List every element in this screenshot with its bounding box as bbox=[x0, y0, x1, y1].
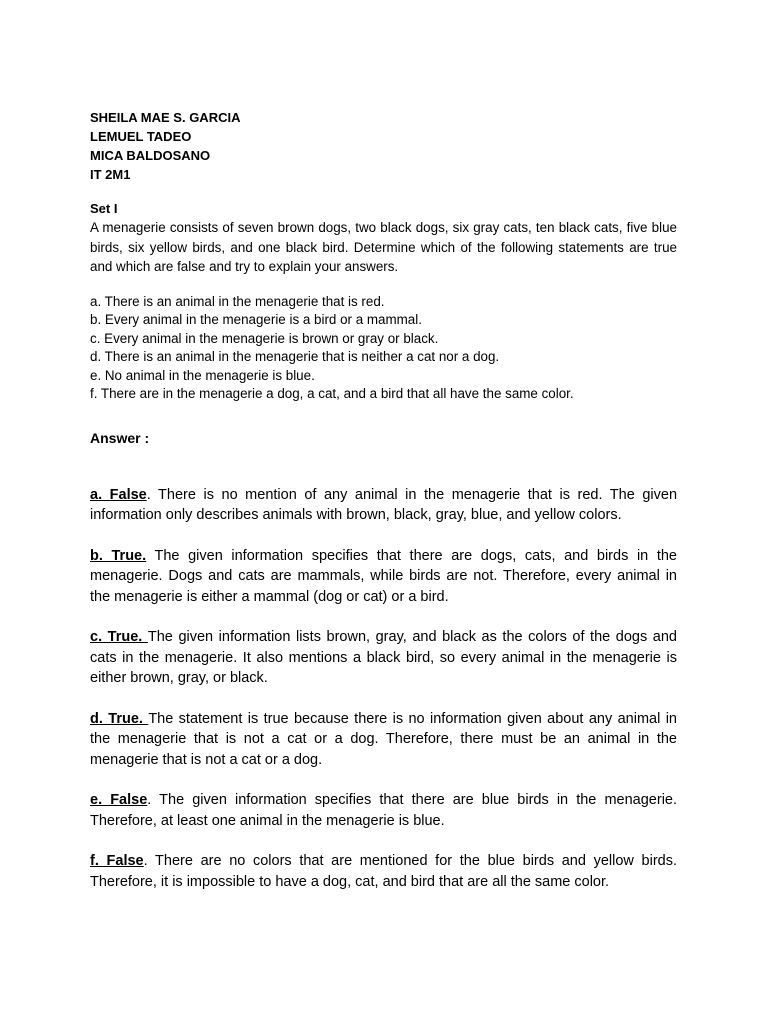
answer-verdict: f. False bbox=[90, 853, 144, 869]
statement-item: e. No animal in the menagerie is blue. bbox=[90, 367, 315, 383]
document-page bbox=[90, 108, 677, 912]
answer-paragraph bbox=[90, 546, 677, 608]
set-title: Set I bbox=[90, 201, 118, 216]
statement-list bbox=[90, 293, 677, 404]
statement-item: a. There is an animal in the menagerie that is red. bbox=[90, 293, 385, 309]
answer-verdict: d. True. bbox=[90, 710, 149, 727]
author-name: MICA BALDOSANO bbox=[90, 148, 211, 163]
section-code: IT 2M1 bbox=[90, 167, 131, 182]
answer-paragraph bbox=[90, 709, 677, 771]
author-block bbox=[90, 108, 677, 184]
answer-verdict: c. True. bbox=[90, 629, 148, 645]
problem-prompt: A menagerie consists of seven brown dogs, two black dogs, six gray cats, ten black cats, five blue birds, six yellow birds, and one black bird. Determine which of the following statements are true and which are false and try to explain your answers. bbox=[90, 220, 677, 274]
statement-item: f. There are in the menagerie a dog, a cat, and a bird that all have the same color. bbox=[90, 386, 574, 401]
answer-explanation: . The given information specifies that there are blue birds in the menagerie. Therefore, at least one animal in the menagerie is blue. bbox=[90, 792, 678, 829]
answer-paragraph bbox=[90, 790, 677, 831]
statement-item: c. Every animal in the menagerie is brown or gray or black. bbox=[90, 330, 439, 346]
answer-paragraph bbox=[90, 851, 677, 892]
answer-explanation: . There are no colors that are mentioned for the blue birds and yellow birds. Therefore, it is impossible to have a dog, cat, and bird that are all the same color. bbox=[90, 853, 678, 890]
answer-explanation: The given information specifies that there are dogs, cats, and birds in the menagerie. Dogs and cats are mammals, while birds are not. Therefore, every animal in the menagerie is either a mammal (dog or cat) or a bird. bbox=[90, 547, 677, 605]
statement-item: d. There is an animal in the menagerie that is neither a cat nor a dog. bbox=[90, 349, 500, 364]
answer-explanation: The given information lists brown, gray, and black as the colors of the dogs and cats in the menagerie. It also mentions a black bird, so every animal in the menagerie is either brown, gray, or black. bbox=[90, 629, 677, 686]
answer-verdict: a. False bbox=[90, 486, 147, 503]
statement-item: b. Every animal in the menagerie is a bird or a mammal. bbox=[90, 312, 422, 327]
answer-paragraph bbox=[90, 485, 677, 526]
answer-paragraph bbox=[90, 627, 677, 689]
answer-verdict: e. False bbox=[90, 792, 148, 808]
answer-heading: Answer : bbox=[90, 429, 150, 446]
author-name: SHEILA MAE S. GARCIA bbox=[90, 110, 241, 125]
answer-explanation: . There is no mention of any animal in the menagerie that is red. The given information only describes animals with brown, black, gray, blue, and yellow colors. bbox=[90, 486, 678, 523]
answer-list bbox=[90, 485, 677, 893]
answer-explanation: The statement is true because there is no information given about any animal in the menagerie that is not a cat or a dog. Therefore, there must be an animal in the menagerie that is not a cat or a dog. bbox=[90, 710, 677, 768]
answer-verdict: b. True. bbox=[90, 547, 147, 564]
author-name: LEMUEL TADEO bbox=[90, 129, 192, 144]
